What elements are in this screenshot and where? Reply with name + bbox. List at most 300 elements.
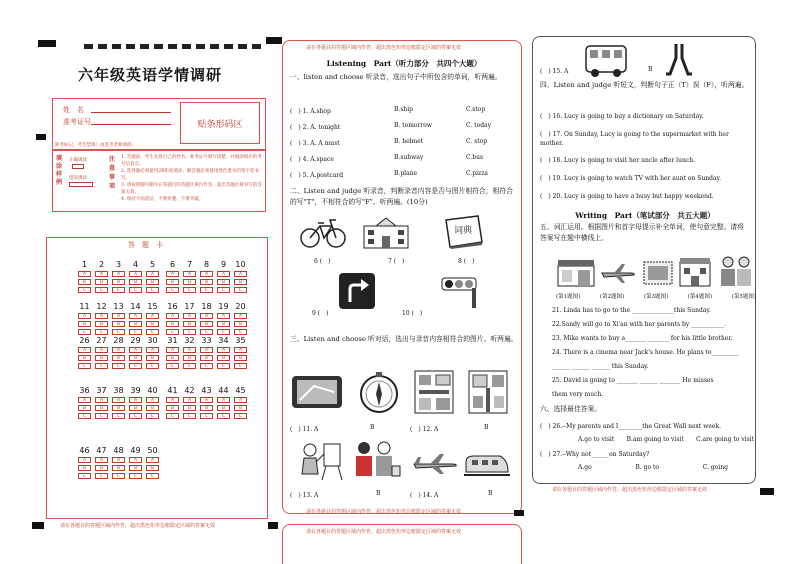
answer-bubble[interactable]: A bbox=[78, 313, 91, 319]
answer-bubble[interactable]: A bbox=[112, 271, 125, 277]
answer-bubble[interactable]: B bbox=[95, 405, 108, 411]
q-row: ( ) 17. On Sunday, Lucy is going to the supermarket with her mother. bbox=[540, 131, 729, 147]
answer-bubble[interactable]: B bbox=[146, 279, 159, 285]
answer-bubble[interactable]: B bbox=[78, 279, 91, 285]
answer-bubble[interactable]: A bbox=[200, 347, 213, 353]
answer-bubble[interactable]: B bbox=[146, 355, 159, 361]
answer-group bbox=[166, 302, 247, 335]
sec3-label: B bbox=[488, 490, 493, 497]
notice-box bbox=[52, 150, 266, 212]
answer-bubble[interactable]: B bbox=[146, 321, 159, 327]
q-row: them very much. bbox=[552, 391, 604, 398]
question-number: 44 bbox=[218, 386, 229, 395]
answer-bubble[interactable]: B bbox=[78, 465, 91, 471]
map-a-icon bbox=[414, 370, 454, 414]
answer-bubble[interactable]: B bbox=[78, 405, 91, 411]
answer-bubble[interactable]: A bbox=[95, 271, 108, 277]
sec3-label: B bbox=[370, 424, 375, 431]
q-row: ( ) 4. A.space B.subway C.bus bbox=[290, 154, 484, 163]
corner-mark bbox=[760, 488, 774, 495]
walking-legs-icon bbox=[664, 42, 694, 78]
middle-top-note: 请在各题目的答题区域内作答，超出黑色矩形边框限定区域的答案无效 bbox=[306, 45, 462, 51]
corner-mark bbox=[266, 37, 282, 44]
answer-bubble[interactable]: C bbox=[217, 413, 230, 419]
airplane-icon bbox=[600, 262, 636, 284]
answer-bubble[interactable]: B bbox=[234, 321, 247, 327]
option: C.are going to visit bbox=[696, 436, 754, 443]
answer-bubble[interactable]: A bbox=[166, 347, 179, 353]
notice-item: 4. 保持卡面清洁，不要折叠、不要弄破。 bbox=[121, 197, 204, 202]
question-number: 39 bbox=[130, 386, 141, 395]
answer-bubble[interactable]: C bbox=[217, 363, 230, 369]
sample-correct-box bbox=[72, 164, 84, 169]
question-number: 33 bbox=[201, 336, 212, 345]
answer-bubble[interactable]: C bbox=[166, 329, 179, 335]
supermarket-icon bbox=[556, 258, 596, 288]
question-number: 26 bbox=[79, 336, 90, 345]
answer-bubble[interactable]: C bbox=[217, 329, 230, 335]
answer-bubble[interactable]: B bbox=[217, 405, 230, 411]
answer-bubble[interactable]: C bbox=[146, 413, 159, 419]
pic-label: (第4题图) bbox=[687, 294, 713, 300]
sec3-label: ( ) 12. A bbox=[410, 426, 439, 433]
q-row: 25. David is going to _______ ______ _______ He misses bbox=[552, 377, 714, 384]
sec3-label: B bbox=[376, 490, 381, 497]
answer-bubble[interactable]: B bbox=[200, 405, 213, 411]
option: A.go to visit bbox=[578, 436, 615, 443]
answer-bubble[interactable]: B bbox=[112, 405, 125, 411]
answer-bubble[interactable]: B bbox=[112, 321, 125, 327]
section-2: 二、Listen and judge 听录音，判断录音内容是否与图片相符合，相符合的写"T"，不相符合的写"F"。听两遍。(10分) bbox=[290, 187, 513, 206]
answer-bubble[interactable]: B bbox=[112, 465, 125, 471]
answer-bubble[interactable]: C bbox=[112, 329, 125, 335]
question-number: 47 bbox=[96, 446, 107, 455]
answer-bubble[interactable]: C bbox=[200, 287, 213, 293]
question-number: 31 bbox=[167, 336, 178, 345]
answer-bubble[interactable]: A bbox=[166, 313, 179, 319]
q-row: ( ) 16. Lucy is going to buy a dictionary on Saturday. bbox=[540, 113, 704, 120]
answer-bubble[interactable]: B bbox=[95, 279, 108, 285]
question-number: 34 bbox=[218, 336, 229, 345]
answer-bubble[interactable]: A bbox=[183, 271, 196, 277]
answer-bubble[interactable]: C bbox=[95, 413, 108, 419]
q-row: 22.Sandy will go to Xi'an with her parents by ___________. bbox=[552, 321, 727, 328]
question-number: 17 bbox=[184, 302, 195, 311]
question-number: 27 bbox=[96, 336, 107, 345]
answer-bubble[interactable]: A bbox=[78, 457, 91, 463]
section-1-rows bbox=[290, 106, 518, 186]
answer-bubble[interactable]: B bbox=[183, 321, 196, 327]
answer-bubble[interactable]: B bbox=[183, 405, 196, 411]
answer-bubble[interactable]: A bbox=[95, 313, 108, 319]
sample-heading: 填涂样例 bbox=[56, 155, 63, 186]
notice-item: 1. 答题前，考生先将自己的姓名、准考证号填写清楚，并填涂相应的考号信息点。 bbox=[121, 155, 262, 167]
answer-bubble[interactable]: A bbox=[234, 313, 247, 319]
q-row: ( ) 19. Lucy is going to watch TV with her aunt on Sunday. bbox=[540, 175, 722, 182]
question-number: 8 bbox=[203, 260, 210, 269]
question-number: 20 bbox=[235, 302, 246, 311]
page-title: 六年级英语学情调研 bbox=[78, 66, 223, 84]
pic-label: (第5题图) bbox=[731, 294, 756, 300]
option: B. go to bbox=[635, 464, 660, 471]
sample-correct: 正确填涂 bbox=[69, 158, 87, 163]
q-row: ( ) 18. Lucy is going to visit her uncle after lunch. bbox=[540, 157, 695, 164]
answer-bubble[interactable]: B bbox=[95, 465, 108, 471]
right-bottom-note: 请在各题目的答题区域内作答，超出黑色矩形边框限定区域的答案无效 bbox=[552, 487, 708, 493]
answer-bubble[interactable]: B bbox=[234, 405, 247, 411]
q-row: 23. Mike wants to buy a_______ _______ for his little brother. bbox=[552, 335, 733, 342]
section-1: 一、listen and choose 听录音，选出句子中所包含的单词，听两遍。 bbox=[290, 73, 502, 81]
question-number: 15 bbox=[147, 302, 158, 311]
q-row: ( ) 20. Lucy is going to have a busy but happy weekend. bbox=[540, 193, 714, 200]
q-row: ( ) 1. A.shop B.ship C.stop bbox=[290, 106, 486, 115]
question-number: 7 bbox=[186, 260, 193, 269]
traffic-light-icon bbox=[440, 276, 486, 310]
q-row: ( ) 5. A.postcard B.plane C.pizza bbox=[290, 170, 488, 179]
question-number: 48 bbox=[113, 446, 124, 455]
question-number: 16 bbox=[167, 302, 178, 311]
sec2-label: 9 ( ) bbox=[312, 310, 329, 317]
question-number: 46 bbox=[79, 446, 90, 455]
answer-bubble[interactable]: B bbox=[200, 321, 213, 327]
answer-bubble[interactable]: A bbox=[234, 347, 247, 353]
answer-bubble[interactable]: C bbox=[95, 329, 108, 335]
answer-bubble[interactable]: A bbox=[146, 271, 159, 277]
answer-bubble[interactable]: C bbox=[146, 287, 159, 293]
option: A.go bbox=[578, 464, 592, 471]
train-icon bbox=[464, 452, 510, 478]
answer-bubble[interactable]: B bbox=[112, 279, 125, 285]
sec2-label: 6 ( ) bbox=[314, 258, 331, 265]
section-4: 四、Listen and judge 听短文，判断句子正（T）误（F），听两遍。 bbox=[540, 81, 749, 89]
sample-wrong: 错误填涂 bbox=[69, 176, 87, 181]
answer-bubble[interactable]: A bbox=[146, 347, 159, 353]
compass-icon bbox=[358, 370, 400, 414]
question-number: 29 bbox=[130, 336, 141, 345]
answer-bubble[interactable]: B bbox=[166, 279, 179, 285]
answer-bubble[interactable]: C bbox=[200, 329, 213, 335]
name-label: 姓 名 bbox=[63, 106, 84, 114]
barcode-area: 贴条形码区 bbox=[180, 102, 260, 144]
sec2-label: 7 ( ) bbox=[388, 258, 405, 265]
sec3-label: ( ) 13. A bbox=[290, 492, 319, 499]
middle-bottom-note: 请在各题目的答题区域内作答，超出黑色矩形边框限定区域的答案无效 bbox=[306, 509, 462, 515]
answer-bubble[interactable]: C bbox=[234, 413, 247, 419]
answer-bubble[interactable]: A bbox=[129, 271, 142, 277]
question-number: 30 bbox=[147, 336, 158, 345]
answer-bubble[interactable]: C bbox=[78, 473, 91, 479]
answer-bubble[interactable]: B bbox=[217, 279, 230, 285]
question-number: 43 bbox=[201, 386, 212, 395]
answer-bubble[interactable]: B bbox=[234, 355, 247, 361]
answer-bubble[interactable]: B bbox=[129, 465, 142, 471]
answer-group bbox=[78, 260, 159, 293]
answer-bubble[interactable]: A bbox=[129, 457, 142, 463]
question-number: 50 bbox=[147, 446, 158, 455]
pic-label: (第2题图) bbox=[599, 294, 625, 300]
answer-group bbox=[166, 260, 247, 293]
answer-bubble[interactable]: A bbox=[78, 271, 91, 277]
answer-bubble[interactable]: A bbox=[78, 397, 91, 403]
answer-bubble[interactable]: B bbox=[217, 355, 230, 361]
answer-bubble[interactable]: A bbox=[234, 397, 247, 403]
picture-labels bbox=[556, 292, 756, 300]
answer-bubble[interactable]: A bbox=[146, 457, 159, 463]
answer-bubble[interactable]: A bbox=[112, 313, 125, 319]
q15-option-b: B bbox=[648, 66, 653, 73]
answer-bubble[interactable]: C bbox=[129, 473, 142, 479]
answer-bubble[interactable]: A bbox=[129, 397, 142, 403]
answer-bubble[interactable]: A bbox=[95, 457, 108, 463]
answer-bubble[interactable]: C bbox=[129, 413, 142, 419]
question-number: 18 bbox=[201, 302, 212, 311]
section-3: 三、Listen and choose 听对话，选出与录音内容相符合的图片。听两遍。 bbox=[290, 335, 518, 343]
bicycle-icon bbox=[300, 216, 346, 250]
answer-group bbox=[166, 336, 247, 369]
dictionary-title: 词典 bbox=[454, 226, 473, 236]
answer-bubble[interactable]: B bbox=[200, 279, 213, 285]
question-number: 35 bbox=[235, 336, 246, 345]
answer-bubble[interactable]: C bbox=[183, 329, 196, 335]
answer-bubble[interactable]: B bbox=[166, 321, 179, 327]
answer-bubble[interactable]: C bbox=[166, 287, 179, 293]
answer-bubble[interactable]: A bbox=[78, 347, 91, 353]
section-4-rows bbox=[540, 112, 750, 210]
answer-bubble[interactable]: C bbox=[146, 473, 159, 479]
question-number: 13 bbox=[113, 302, 124, 311]
answer-bubble[interactable]: B bbox=[78, 355, 91, 361]
answer-bubble[interactable]: C bbox=[112, 473, 125, 479]
corner-mark bbox=[514, 510, 524, 516]
answer-bubble[interactable]: B bbox=[112, 355, 125, 361]
answer-bubble[interactable]: C bbox=[78, 287, 91, 293]
q-row: 24. There is a cinema near Jack's house. He plans to_________ bbox=[552, 349, 739, 356]
question-number: 11 bbox=[79, 302, 90, 311]
pic-label: (第1题图) bbox=[556, 294, 581, 300]
answer-bubble[interactable]: C bbox=[234, 287, 247, 293]
section-5-rows bbox=[552, 306, 752, 404]
locator-bar bbox=[84, 44, 261, 49]
side-mark bbox=[36, 134, 46, 140]
answer-bubble[interactable]: C bbox=[78, 413, 91, 419]
answer-bubble[interactable]: C bbox=[146, 329, 159, 335]
answer-bubble[interactable]: B bbox=[129, 355, 142, 361]
q-row: ( ) 3. A. A must B. helmet C. stop bbox=[290, 138, 488, 147]
answer-bubble[interactable]: B bbox=[95, 321, 108, 327]
grandparents-icon bbox=[718, 254, 754, 288]
answer-bubble[interactable]: B bbox=[129, 279, 142, 285]
question-number: 2 bbox=[98, 260, 105, 269]
answer-bubble[interactable]: A bbox=[166, 271, 179, 277]
answer-bubble[interactable]: C bbox=[95, 363, 108, 369]
answer-bubble[interactable]: A bbox=[112, 457, 125, 463]
answer-bubble[interactable]: A bbox=[183, 397, 196, 403]
question-number: 41 bbox=[167, 386, 178, 395]
answer-bubble[interactable]: B bbox=[217, 321, 230, 327]
writing-heading: Writing Part（笔试部分 共五大题） bbox=[575, 211, 715, 220]
answer-bubble[interactable]: B bbox=[129, 405, 142, 411]
answer-bubble[interactable]: A bbox=[234, 271, 247, 277]
notice-list bbox=[121, 154, 263, 203]
question-number: 19 bbox=[218, 302, 229, 311]
question-number: 40 bbox=[147, 386, 158, 395]
answer-group bbox=[78, 386, 159, 419]
answer-bubble[interactable]: A bbox=[112, 397, 125, 403]
answer-bubble[interactable]: A bbox=[217, 347, 230, 353]
answer-bubble[interactable]: B bbox=[166, 405, 179, 411]
answer-bubble[interactable]: A bbox=[112, 347, 125, 353]
q26: ( ) 26.--My parents and I________the Great Wall next week. bbox=[540, 423, 721, 430]
answer-bubble[interactable]: A bbox=[217, 313, 230, 319]
question-number: 4 bbox=[132, 260, 139, 269]
name-field[interactable] bbox=[91, 112, 171, 113]
bus-icon bbox=[584, 44, 628, 78]
answer-bubble[interactable]: A bbox=[200, 397, 213, 403]
question-number: 3 bbox=[115, 260, 122, 269]
map-b-icon bbox=[468, 370, 508, 414]
corner-mark bbox=[32, 522, 44, 529]
answer-group bbox=[78, 302, 159, 335]
q-row: 21. Linda has to go to the ______________this Sunday. bbox=[552, 307, 711, 314]
question-number: 28 bbox=[113, 336, 124, 345]
answer-bubble[interactable]: C bbox=[217, 287, 230, 293]
pic-label: (第3题图) bbox=[643, 294, 669, 300]
answer-bubble[interactable]: A bbox=[129, 313, 142, 319]
answer-bubble[interactable]: A bbox=[183, 347, 196, 353]
sec2-label: 10 ( ) bbox=[402, 310, 423, 317]
answer-bubble[interactable]: C bbox=[234, 363, 247, 369]
answer-bubble[interactable]: A bbox=[95, 397, 108, 403]
question-number: 6 bbox=[169, 260, 176, 269]
question-number: 36 bbox=[79, 386, 90, 395]
answer-bubble[interactable]: C bbox=[112, 287, 125, 293]
question-number: 1 bbox=[81, 260, 88, 269]
answer-bubble[interactable]: B bbox=[146, 465, 159, 471]
cinema-building-icon bbox=[678, 256, 712, 288]
answer-bubble[interactable]: A bbox=[217, 397, 230, 403]
answer-bubble[interactable]: A bbox=[146, 313, 159, 319]
q27: ( ) 27.--Why not______on Saturday? bbox=[540, 451, 650, 458]
answer-bubble[interactable]: C bbox=[112, 413, 125, 419]
question-number: 5 bbox=[149, 260, 156, 269]
dictionary-icon bbox=[440, 214, 486, 250]
turn-right-sign-icon bbox=[338, 272, 376, 310]
question-number: 45 bbox=[235, 386, 246, 395]
gps-navigator-icon bbox=[290, 372, 346, 412]
answer-bubble[interactable]: A bbox=[200, 271, 213, 277]
q-row: ______ ______ ______ this Sunday. bbox=[552, 363, 649, 370]
sample-wrong-boxes bbox=[69, 182, 93, 187]
notice-item: 2. 选择题必须使用2B铅笔填涂；解答题必须使用黑色墨水的签字笔书写。 bbox=[121, 169, 259, 181]
question-number: 12 bbox=[96, 302, 107, 311]
left-footer-note: 请在各题目的答题区域内作答，超出黑色矩形边框限定区域的答案无效 bbox=[60, 523, 216, 529]
answer-bubble[interactable]: B bbox=[146, 405, 159, 411]
answer-bubble[interactable]: B bbox=[183, 279, 196, 285]
answer-bubble[interactable]: C bbox=[183, 363, 196, 369]
sec3-label: B bbox=[484, 424, 489, 431]
answer-bubble[interactable]: C bbox=[129, 287, 142, 293]
answer-bubble[interactable]: B bbox=[129, 321, 142, 327]
answer-bubble[interactable]: B bbox=[183, 355, 196, 361]
question-number: 10 bbox=[235, 260, 246, 269]
id-label: 准考证号 bbox=[63, 118, 91, 126]
question-number: 42 bbox=[184, 386, 195, 395]
answer-bubble[interactable]: A bbox=[129, 347, 142, 353]
answer-bubble[interactable]: C bbox=[95, 473, 108, 479]
section-5: 五、词汇运用。根据图片和首字母提示补全单词，使句意完整。请将答案写在题中横线上。 bbox=[540, 223, 744, 242]
family-trip-icon bbox=[350, 438, 402, 482]
corner-mark bbox=[268, 522, 278, 529]
question-number: 37 bbox=[96, 386, 107, 395]
answer-group bbox=[78, 446, 159, 479]
question-number: 38 bbox=[113, 386, 124, 395]
option: C. going bbox=[702, 464, 728, 471]
answer-bubble[interactable]: C bbox=[95, 287, 108, 293]
answer-group bbox=[78, 336, 159, 369]
answer-bubble[interactable]: B bbox=[78, 321, 91, 327]
answer-bubble[interactable]: A bbox=[95, 347, 108, 353]
answer-bubble[interactable]: C bbox=[183, 287, 196, 293]
q15-label: ( ) 15. A bbox=[540, 68, 569, 75]
answer-bubble[interactable]: C bbox=[200, 413, 213, 419]
answer-bubble[interactable]: A bbox=[200, 313, 213, 319]
answer-bubble[interactable]: C bbox=[78, 329, 91, 335]
listening-heading: Listening Part（听力部分 共四个大题） bbox=[326, 59, 482, 68]
question-number: 49 bbox=[130, 446, 141, 455]
school-building-icon bbox=[362, 216, 410, 250]
id-field[interactable] bbox=[91, 124, 171, 125]
answer-bubble[interactable]: C bbox=[146, 363, 159, 369]
answer-bubble[interactable]: C bbox=[166, 363, 179, 369]
answer-bubble[interactable]: C bbox=[112, 363, 125, 369]
answer-bubble[interactable]: B bbox=[166, 355, 179, 361]
answer-bubble[interactable]: C bbox=[78, 363, 91, 369]
sec2-label: 8 ( ) bbox=[458, 258, 475, 265]
answer-bubble[interactable]: B bbox=[95, 355, 108, 361]
answer-bubble[interactable]: C bbox=[200, 363, 213, 369]
answer-bubble[interactable]: A bbox=[146, 397, 159, 403]
answer-bubble[interactable]: C bbox=[234, 329, 247, 335]
answer-card-title: 答 题 卡 bbox=[128, 241, 163, 249]
question-number: 14 bbox=[130, 302, 141, 311]
answer-bubble[interactable]: A bbox=[166, 397, 179, 403]
answer-bubble[interactable]: A bbox=[183, 313, 196, 319]
sec3-label: ( ) 11. A bbox=[290, 426, 319, 433]
answer-bubble[interactable]: A bbox=[217, 271, 230, 277]
answer-bubble[interactable]: C bbox=[129, 329, 142, 335]
airplane-icon bbox=[412, 452, 458, 476]
painting-scene-icon bbox=[296, 438, 344, 482]
question-number: 32 bbox=[184, 336, 195, 345]
section-6: 六、选择最佳答案。 bbox=[540, 405, 602, 413]
answer-bubble[interactable]: C bbox=[129, 363, 142, 369]
question-number: 9 bbox=[220, 260, 227, 269]
q-row: ( ) 2. A. tonight B. tomorrow C. today bbox=[290, 122, 492, 131]
stamps-icon bbox=[640, 258, 676, 288]
answer-bubble[interactable]: C bbox=[166, 413, 179, 419]
sec3-label: ( ) 14. A bbox=[410, 492, 439, 499]
absent-note: 缺考标记，考生禁填！由监考老师填涂。 bbox=[55, 143, 136, 148]
answer-group bbox=[166, 386, 247, 419]
q26-options bbox=[578, 436, 754, 443]
answer-bubble[interactable]: B bbox=[200, 355, 213, 361]
q27-options bbox=[578, 464, 728, 471]
corner-mark bbox=[38, 40, 56, 47]
notice-heading: 注意事项 bbox=[109, 156, 116, 190]
answer-bubble[interactable]: C bbox=[183, 413, 196, 419]
answer-bubble[interactable]: B bbox=[234, 279, 247, 285]
notice-item: 3. 请按照题号顺序在各题目的答题区域内作答，超出答题区域书写的答案无效。 bbox=[121, 183, 262, 195]
